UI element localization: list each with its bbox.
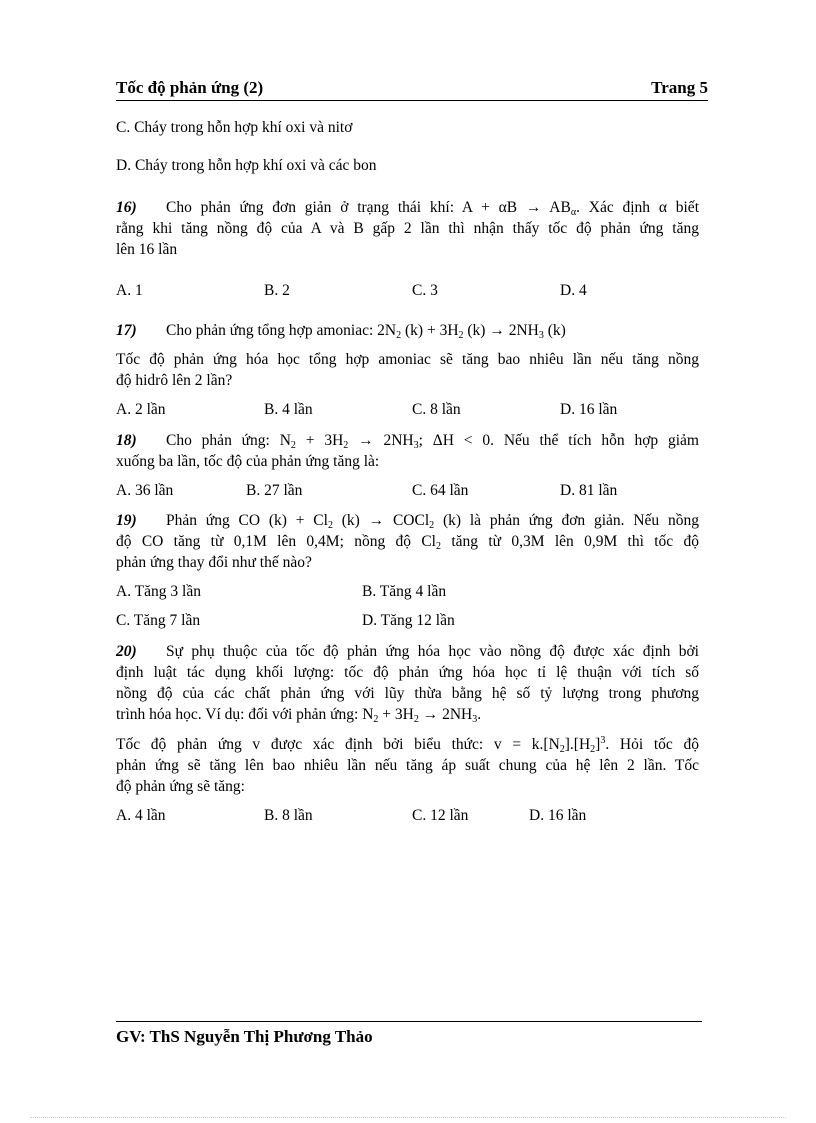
q16-number: 16) bbox=[116, 199, 137, 216]
q18-line-2: xuống ba lần, tốc độ của phản ứng tăng là: bbox=[116, 453, 380, 470]
q16-line-2: rằng khi tăng nồng độ của A và B gấp 2 lần thì nhận thấy tốc độ phản ứng tăng bbox=[116, 220, 699, 237]
q18-option-d: D. 81 lần bbox=[560, 482, 618, 499]
q17-option-a: A. 2 lần bbox=[116, 401, 166, 418]
footer-author: GV: ThS Nguyễn Thị Phương Thảo bbox=[116, 1027, 373, 1046]
q18-line-1: 18) Cho phản ứng: $N_2 + 3H_2 \to 2NH_3$; ΔH < 0. Nếu thể tích hỗn hợp giảm bbox=[116, 432, 699, 451]
q20-line-1: 20) Sự phụ thuộc của tốc độ phản ứng hóa học vào nồng độ được xác định bởi bbox=[116, 643, 699, 660]
q16-line-3: lên 16 lần bbox=[116, 241, 178, 258]
q20-line-3: nồng độ của các chất phản ứng với lũy thừa bằng hệ số tỷ lượng trong phương bbox=[116, 685, 699, 702]
q16-option-d: D. 4 bbox=[560, 282, 587, 299]
q20-option-b: B. 8 lần bbox=[264, 807, 313, 824]
q20-line-6: phản ứng sẽ tăng lên bao nhiêu lần nếu tăng áp suất chung của hệ lên 2 lần. Tốc bbox=[116, 757, 699, 774]
header-page-number: Trang 5 bbox=[651, 78, 708, 97]
q17-line-3: độ hidrô lên 2 lần? bbox=[116, 372, 233, 389]
prev-option-d: D. Cháy trong hỗn hợp khí oxi và các bon bbox=[116, 157, 377, 174]
q18-option-a: A. 36 lần bbox=[116, 482, 174, 499]
q16-option-b: B. 2 bbox=[264, 282, 290, 299]
q16-line-1: 16) Cho phản ứng đơn giản ở trạng thái khí: $A + \alpha B \to AB_\alpha$. Xác định α biết bbox=[116, 199, 699, 218]
q19-option-a: A. Tăng 3 lần bbox=[116, 583, 201, 600]
q18-number: 18) bbox=[116, 432, 137, 449]
q20-option-a: A. 4 lần bbox=[116, 807, 166, 824]
page-header bbox=[116, 76, 708, 101]
q20-line-5: Tốc độ phản ứng v được xác định bởi biểu thức: $v = k.[N_2].[H_2]^3$. Hỏi tốc độ bbox=[116, 735, 699, 755]
q19-line-1: 19) Phản ứng CO $(k) + Cl_2$ (k) → COCl$_2$ (k) là phản ứng đơn giản. Nếu nồng bbox=[116, 512, 699, 531]
q19-option-c: C. Tăng 7 lần bbox=[116, 612, 201, 629]
q16-option-c: C. 3 bbox=[412, 282, 438, 299]
q19-line-3: phản ứng thay đổi như thế nào? bbox=[116, 554, 312, 571]
q17-line-2: Tốc độ phản ứng hóa học tổng hợp amoniac sẽ tăng bao nhiêu lần nếu tăng nồng bbox=[116, 351, 699, 368]
q19-line-2: độ CO tăng từ 0,1M lên 0,4M; nồng độ $Cl_2$ tăng từ 0,3M lên 0,9M thì tốc độ bbox=[116, 533, 699, 552]
q17-number: 17) bbox=[116, 322, 137, 339]
q17-option-b: B. 4 lần bbox=[264, 401, 313, 418]
header-title: Tốc độ phản ứng (2) bbox=[116, 78, 264, 97]
q19-option-b: B. Tăng 4 lần bbox=[362, 583, 447, 600]
q20-line-4: trình hóa học. Ví dụ: đối với phản ứng: $N_2 + 3H_2 \to 2NH_3$. bbox=[116, 706, 482, 725]
q20-number: 20) bbox=[116, 643, 137, 660]
page-bottom-border bbox=[30, 1117, 786, 1118]
footer-rule bbox=[116, 1021, 702, 1022]
q17-line-1: 17) Cho phản ứng tổng hợp amoniac: $2N_2$ $(k) + 3H_2$ $(k) \to 2NH_3$ (k) bbox=[116, 322, 566, 341]
q19-number: 19) bbox=[116, 512, 137, 529]
q18-option-c: C. 64 lần bbox=[412, 482, 469, 499]
q20-option-c: C. 12 lần bbox=[412, 807, 469, 824]
q20-option-d: D. 16 lần bbox=[529, 807, 587, 824]
q17-option-c: C. 8 lần bbox=[412, 401, 461, 418]
prev-option-c: C. Cháy trong hỗn hợp khí oxi và nitơ bbox=[116, 119, 353, 136]
q17-option-d: D. 16 lần bbox=[560, 401, 618, 418]
q16-option-a: A. 1 bbox=[116, 282, 143, 299]
q19-option-d: D. Tăng 12 lần bbox=[362, 612, 455, 629]
q18-option-b: B. 27 lần bbox=[246, 482, 303, 499]
q20-line-7: độ phản ứng sẽ tăng: bbox=[116, 778, 245, 795]
q20-line-2: định luật tác dụng khối lượng: tốc độ phản ứng hóa học tỉ lệ thuận với tích số bbox=[116, 664, 699, 681]
